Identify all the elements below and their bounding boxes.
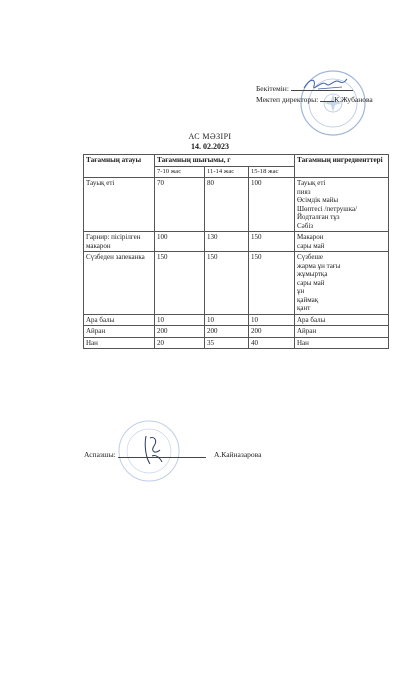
cook-name: А.Кайназарова: [214, 450, 262, 459]
output-15-18-cell: 10: [249, 314, 295, 326]
approval-signature-line: [291, 90, 353, 91]
ingredients-cell: [295, 326, 389, 338]
output-7-10-cell: 10: [155, 314, 205, 326]
output-11-14-cell: 35: [205, 337, 249, 349]
output-11-14-cell: 200: [205, 326, 249, 338]
header-ingredients: Тағамның ингредиенттері: [295, 155, 389, 178]
ingredient-item: Тауық еті: [297, 179, 326, 187]
header-output: Тағамның шығымы, г: [155, 155, 295, 167]
ingredient-item: қант: [297, 304, 311, 312]
ingredient-item: Макарон: [297, 233, 324, 241]
output-15-18-cell: 200: [249, 326, 295, 338]
director-signature-line: [320, 101, 334, 102]
header-age-7-10: 7-10 жас: [155, 166, 205, 178]
ingredients-cell: [295, 232, 389, 252]
dish-name-cell: Гарнир: пісірілген макарон: [84, 232, 155, 252]
ingredients-cell: [295, 314, 389, 326]
ingredient-item: қаймақ: [297, 295, 319, 304]
table-row: [84, 252, 389, 315]
output-11-14-cell: 130: [205, 232, 249, 252]
ingredient-item: пияз: [297, 187, 311, 196]
dish-name-cell: Айран: [84, 326, 155, 338]
cook-label: Аспазшы:: [84, 450, 116, 459]
dish-name-cell: Нан: [84, 337, 155, 349]
ingredient-item: Ара балы: [297, 315, 326, 324]
ingredient-item: Йодталған тұз: [297, 213, 340, 221]
output-7-10-cell: 200: [155, 326, 205, 338]
output-7-10-cell: 70: [155, 178, 205, 232]
table-row: [84, 178, 389, 232]
table-row: [84, 232, 389, 252]
ingredient-item: сары май: [297, 241, 325, 250]
table-row: [84, 337, 389, 349]
ingredient-item: Сәбіз: [297, 221, 314, 230]
ingredients-cell: [295, 178, 389, 232]
approved-label: Бекітемін:: [256, 84, 289, 93]
dish-name-cell: Тауық еті: [84, 178, 155, 232]
menu-table: [83, 154, 389, 349]
output-7-10-cell: 100: [155, 232, 205, 252]
output-15-18-cell: 40: [249, 337, 295, 349]
ingredient-item: сары май: [297, 278, 325, 287]
ingredients-cell: [295, 252, 389, 315]
table-body: [84, 178, 389, 349]
ingredient-item: Шөптесі /петрушка/: [297, 204, 358, 213]
cook-signature: [140, 432, 164, 468]
table-header-row: [84, 155, 389, 167]
output-7-10-cell: 20: [155, 337, 205, 349]
ingredient-item: жарма ұн тағы: [297, 261, 341, 270]
dish-name-cell: Ара балы: [84, 314, 155, 326]
output-7-10-cell: 150: [155, 252, 205, 315]
header-age-15-18: 15-18 жас: [249, 166, 295, 178]
output-15-18-cell: 150: [249, 252, 295, 315]
output-15-18-cell: 150: [249, 232, 295, 252]
header-dish-name: Тағамның атауы: [84, 155, 155, 178]
dish-name-cell: Сүзбеден запеканка: [84, 252, 155, 315]
director-name: К.Жубанова: [334, 95, 373, 104]
header-age-11-14: 11-14 жас: [205, 166, 249, 178]
approval-block: [256, 84, 373, 105]
table-row: [84, 314, 389, 326]
ingredient-item: жұмыртқа: [297, 270, 328, 278]
output-11-14-cell: 80: [205, 178, 249, 232]
director-label: Мектеп директоры:: [256, 95, 319, 104]
ingredient-item: Өсімдік майы: [297, 196, 339, 204]
output-11-14-cell: 150: [205, 252, 249, 315]
ingredient-item: Сүзбеше: [297, 253, 324, 261]
table-row: [84, 326, 389, 338]
ingredient-item: Айран: [297, 327, 317, 335]
output-15-18-cell: 100: [249, 178, 295, 232]
output-11-14-cell: 10: [205, 314, 249, 326]
ingredient-item: Нан: [297, 338, 309, 347]
document-date: 14. 02.2023: [191, 142, 229, 151]
document-title: АС МӘЗІРІ: [188, 132, 232, 141]
ingredients-cell: [295, 337, 389, 349]
ingredient-item: ұн: [297, 287, 305, 295]
